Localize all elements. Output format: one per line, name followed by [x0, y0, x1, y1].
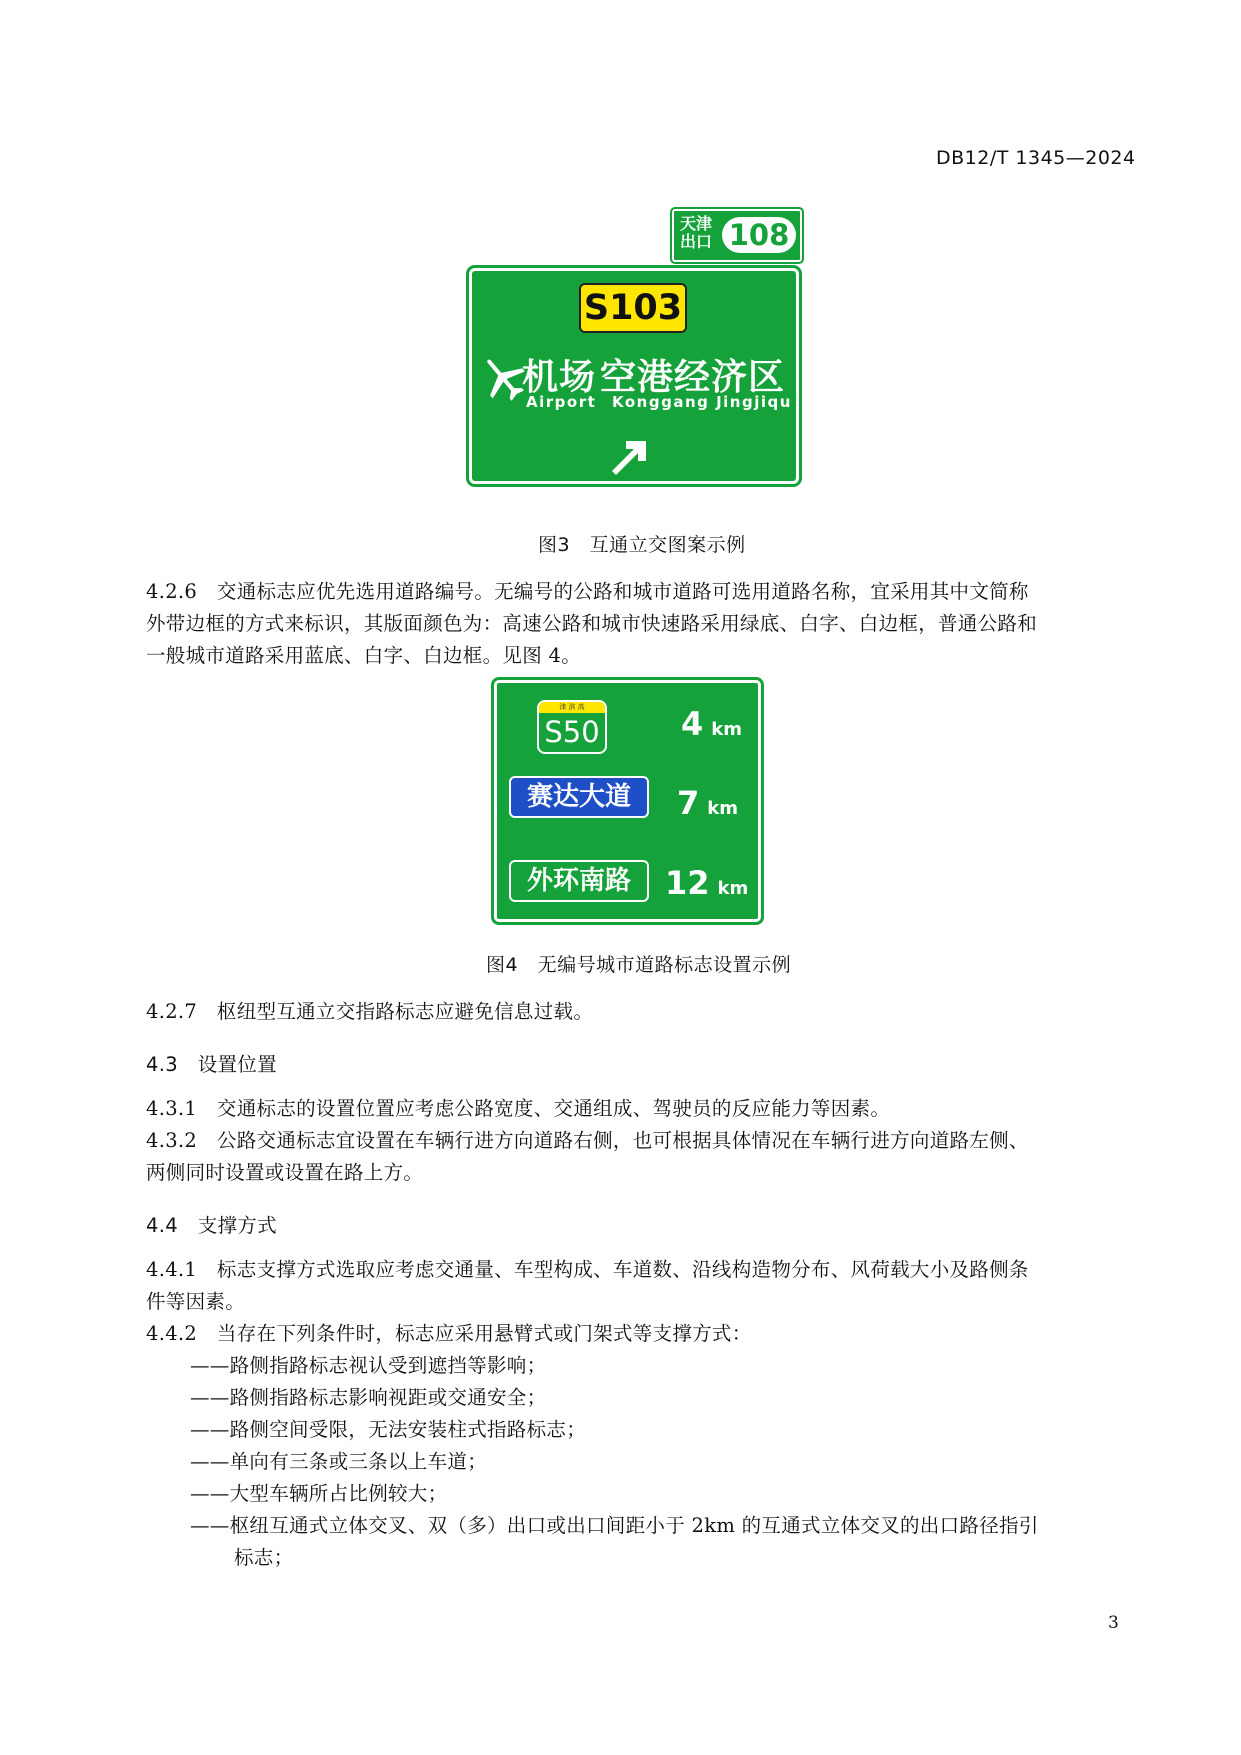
para-4-2-6-line3: 一般城市道路采用蓝底、白字、白边框。见图 4。 — [146, 644, 582, 667]
list-item: ——路侧指路标志影响视距或交通安全； — [190, 1386, 547, 1409]
destination-cn-airport: 机场 — [522, 357, 597, 398]
distance-row1 — [681, 705, 742, 743]
list-item: ——枢纽互通式立体交叉、双（多）出口或出口间距小于 2km 的互通式立体交叉的出口路径指引 — [190, 1514, 1039, 1537]
distance-row1-unit: km — [711, 719, 742, 740]
para-4-2-7: 4.2.7 枢纽型互通立交指路标志应避免信息过载。 — [146, 1000, 594, 1023]
road-name-waihuan: 外环南路 — [509, 860, 649, 902]
exit-number-plate — [670, 207, 804, 264]
shield-route-number: S50 — [544, 715, 600, 749]
para-4-4-1-line2: 件等因素。 — [146, 1290, 246, 1313]
interchange-guide-sign — [466, 265, 802, 487]
distance-row2 — [677, 784, 738, 822]
section-4-3-heading: 4.3 设置位置 — [146, 1053, 277, 1076]
figure4-caption: 图4 无编号城市道路标志设置示例 — [486, 954, 792, 976]
arrow-up-right-icon — [606, 433, 654, 481]
exit-word-line1: 天津 — [680, 214, 713, 233]
distance-row3 — [665, 864, 748, 902]
destination-en-konggang: Konggang Jingjiqu — [612, 393, 792, 411]
para-4-4-1-line1: 4.4.1 标志支撑方式选取应考虑交通量、车型构成、车道数、沿线构造物分布、风荷载大小及路侧条 — [146, 1258, 1029, 1281]
list-item: ——路侧指路标志视认受到遮挡等影响； — [190, 1354, 547, 1377]
exit-word — [680, 215, 712, 251]
list-item-continuation: 标志； — [234, 1546, 294, 1569]
distance-row2-unit: km — [707, 798, 738, 819]
distance-row3-unit: km — [717, 878, 749, 899]
page-number: 3 — [1108, 1613, 1119, 1633]
list-item: ——单向有三条或三条以上车道； — [190, 1450, 487, 1473]
distance-row3-value: 12 — [665, 864, 710, 902]
shield-top-text: 津 滨 高 — [539, 702, 605, 713]
para-4-3-1: 4.3.1 交通标志的设置位置应考虑公路宽度、交通组成、驾驶员的反应能力等因素。 — [146, 1097, 891, 1120]
destination-cn-konggang: 空港经济区 — [600, 357, 786, 398]
road-name-saida: 赛达大道 — [509, 776, 649, 818]
exit-number: 108 — [722, 217, 796, 253]
destination-en-airport: Airport — [526, 393, 597, 411]
para-4-3-2-line1: 4.3.2 公路交通标志宜设置在车辆行进方向道路右侧，也可根据具体情况在车辆行进方向道路左侧、 — [146, 1129, 1029, 1152]
para-4-2-6-line2: 外带边框的方式来标识，其版面颜色为：高速公路和城市快速路采用绿底、白字、白边框，普通公路和 — [146, 612, 1038, 635]
airplane-icon — [478, 353, 528, 403]
document-id: DB12/T 1345—2024 — [936, 147, 1136, 169]
figure3-caption: 图3 互通立交图案示例 — [538, 534, 746, 556]
exit-word-line2: 出口 — [680, 232, 713, 251]
city-road-guide-sign — [491, 677, 764, 925]
distance-row2-value: 7 — [677, 784, 700, 822]
distance-row1-value: 4 — [681, 705, 704, 743]
expressway-shield — [537, 700, 607, 754]
para-4-4-2: 4.4.2 当存在下列条件时，标志应采用悬臂式或门架式等支撑方式： — [146, 1322, 752, 1345]
list-item: ——路侧空间受限，无法安装柱式指路标志； — [190, 1418, 587, 1441]
para-4-3-2-line2: 两侧同时设置或设置在路上方。 — [146, 1161, 424, 1184]
list-item: ——大型车辆所占比例较大； — [190, 1482, 448, 1505]
para-4-2-6-line1: 4.2.6 交通标志应优先选用道路编号。无编号的公路和城市道路可选用道路名称，宜采用其中文简称 — [146, 580, 1029, 603]
section-4-4-heading: 4.4 支撑方式 — [146, 1214, 277, 1237]
route-number-plate: S103 — [579, 283, 687, 333]
